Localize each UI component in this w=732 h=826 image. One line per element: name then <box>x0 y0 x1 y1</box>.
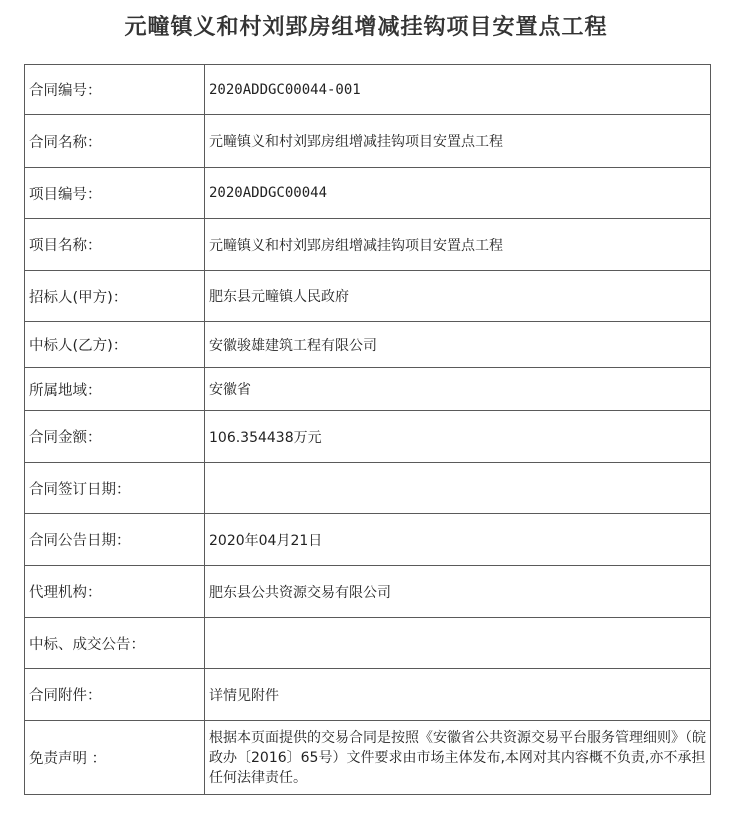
row-label: 项目编号： <box>25 168 205 219</box>
row-label: 合同编号： <box>25 65 205 115</box>
table-row <box>25 514 711 566</box>
contract-info-table <box>24 64 711 795</box>
table-row <box>25 669 711 721</box>
award-notice-value <box>205 618 711 669</box>
announce-date-value: 2020年04月21日 <box>205 514 711 566</box>
tenderer-value: 肥东县元疃镇人民政府 <box>205 271 711 322</box>
winning-bidder-value: 安徽骏雄建筑工程有限公司 <box>205 322 711 368</box>
region-value: 安徽省 <box>205 368 711 411</box>
row-label: 项目名称： <box>25 219 205 271</box>
row-label: 所属地域： <box>25 368 205 411</box>
row-label: 合同附件： <box>25 669 205 721</box>
row-label: 免责声明 ： <box>25 721 205 795</box>
page-title: 元疃镇义和村刘郢房组增减挂钩项目安置点工程 <box>124 14 608 40</box>
row-label: 招标人(甲方)： <box>25 271 205 322</box>
project-name-value: 元疃镇义和村刘郢房组增减挂钩项目安置点工程 <box>205 219 711 271</box>
agency-value: 肥东县公共资源交易有限公司 <box>205 566 711 618</box>
attachment-link[interactable]: 详情见附件 <box>205 669 711 721</box>
row-label: 合同名称： <box>25 115 205 168</box>
row-label: 中标、成交公告： <box>25 618 205 669</box>
table-row <box>25 219 711 271</box>
table-row <box>25 411 711 463</box>
table-row <box>25 463 711 514</box>
row-label: 合同金额： <box>25 411 205 463</box>
table-row <box>25 721 711 795</box>
table-row <box>25 618 711 669</box>
signing-date-value <box>205 463 711 514</box>
contract-number-value: 2020ADDGC00044-001 <box>205 65 711 115</box>
table-row <box>25 115 711 168</box>
table-row <box>25 566 711 618</box>
table-row <box>25 271 711 322</box>
table-row <box>25 65 711 115</box>
row-label: 中标人(乙方)： <box>25 322 205 368</box>
row-label: 代理机构： <box>25 566 205 618</box>
table-row <box>25 168 711 219</box>
disclaimer-value: 根据本页面提供的交易合同是按照《安徽省公共资源交易平台服务管理细则》（皖政办〔2016〕65号）文件要求由市场主体发布,本网对其内容概不负责,亦不承担任何法律责任。 <box>205 721 711 795</box>
contract-name-value: 元疃镇义和村刘郢房组增减挂钩项目安置点工程 <box>205 115 711 168</box>
table-row <box>25 368 711 411</box>
row-label: 合同签订日期： <box>25 463 205 514</box>
project-number-value: 2020ADDGC00044 <box>205 168 711 219</box>
row-label: 合同公告日期： <box>25 514 205 566</box>
contract-amount-value: 106.354438万元 <box>205 411 711 463</box>
table-row <box>25 322 711 368</box>
